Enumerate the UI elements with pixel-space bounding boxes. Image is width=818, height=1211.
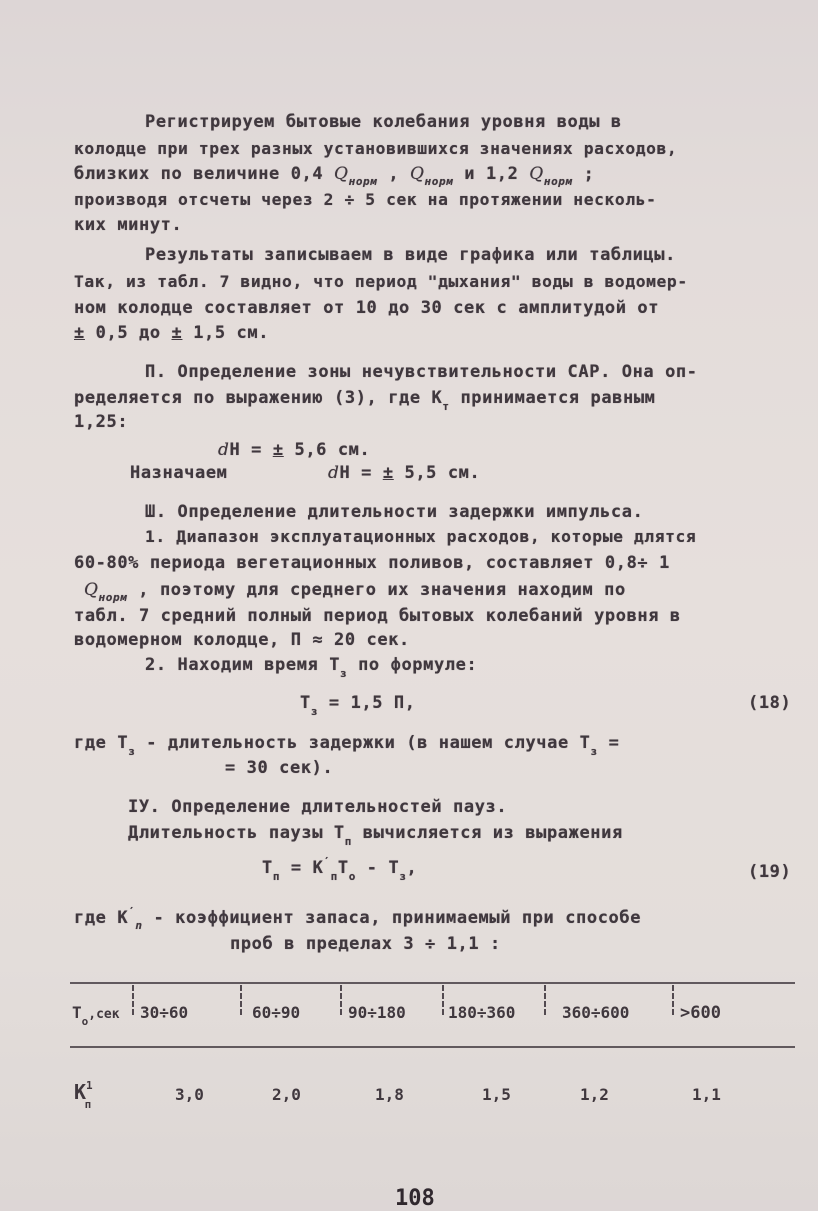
paragraph-2-line-4 xyxy=(74,323,269,343)
subscript: з xyxy=(310,705,319,718)
page-number: 108 xyxy=(395,1186,435,1211)
text: Н = xyxy=(339,463,383,483)
table-divider xyxy=(672,985,674,1015)
q-subscript: норм xyxy=(424,175,454,188)
text: - длительность задержки (в нашем случае Т xyxy=(135,733,591,753)
plus-minus: ± xyxy=(272,440,284,460)
section-4-line-1 xyxy=(128,823,623,848)
text: 0,5 до xyxy=(84,323,172,343)
equation-number-19: (19) xyxy=(748,862,792,882)
text: Т xyxy=(72,1003,82,1022)
table-value: 1,2 xyxy=(580,1085,609,1104)
unit: ,сек xyxy=(88,1007,120,1022)
paragraph-1-line-5: ких минут. xyxy=(74,215,183,235)
q-symbol: Q xyxy=(410,164,425,184)
text: 5,6 см. xyxy=(283,440,371,460)
q-subscript: норм xyxy=(543,175,573,188)
paragraph-2-line-3: ном колодце составляет от 10 до 30 сек с амплитудой от xyxy=(74,298,660,318)
text: - Т xyxy=(355,858,400,878)
text: К xyxy=(74,1080,87,1104)
subscript: з xyxy=(590,745,598,758)
section-3-item-1-line-5: водомерном колодце, П ≈ 20 сек. xyxy=(74,630,410,650)
table-header-label xyxy=(72,1003,120,1028)
text: Длительность паузы Т xyxy=(128,823,345,843)
section-3-item-1-line-2: 60-80% периода вегетационных поливов, составляет 0,8÷ 1 xyxy=(74,553,670,573)
formula-18 xyxy=(300,693,416,718)
table-header-range: >600 xyxy=(680,1003,721,1023)
subscript: п xyxy=(344,835,352,848)
text: Т xyxy=(262,858,273,878)
subscript: т xyxy=(442,400,450,413)
subscript: о xyxy=(81,1015,89,1028)
paragraph-1-line-2: колодце при трех разных установившихся значениях расходов, xyxy=(74,139,678,158)
table-header-range: 180÷360 xyxy=(448,1003,516,1022)
q-symbol: Q xyxy=(529,164,544,184)
paragraph-1-line-1: Регистрируем бытовые колебания уровня воды в xyxy=(145,112,622,132)
text: ределяется по выражению (3), где К xyxy=(74,388,443,408)
section-2-heading: П. Определение зоны нечувствительности САР. Она оп- xyxy=(145,362,698,382)
table-row-label xyxy=(74,1079,93,1111)
text: = К xyxy=(280,858,324,878)
table-value: 1,8 xyxy=(375,1085,404,1104)
text: где К xyxy=(74,908,129,928)
subscript: п xyxy=(84,1098,92,1111)
superscript: ′ xyxy=(323,855,331,868)
subscript: n xyxy=(135,919,143,932)
text: Т xyxy=(300,693,311,713)
q-subscript: норм xyxy=(98,591,128,604)
table-value: 2,0 xyxy=(272,1085,301,1104)
text: = xyxy=(597,733,620,753)
paragraph-1-line-4: производя отсчеты через 2 ÷ 5 сек на протяжении несколь- xyxy=(74,190,657,209)
formula-dh-assigned xyxy=(328,463,480,483)
formula-18-where-line-2: = 30 сек). xyxy=(225,758,334,778)
table-header-rule xyxy=(70,1046,795,1048)
superscript: ′ xyxy=(128,905,136,918)
section-3-heading: Ш. Определение длительности задержки импульса. xyxy=(145,502,644,522)
text: 5,5 см. xyxy=(393,463,481,483)
formula-18-where-line-1 xyxy=(74,733,620,758)
section-3-item-2 xyxy=(145,655,478,680)
subscript: з xyxy=(399,870,407,883)
q-symbol: Q xyxy=(334,164,349,184)
table-divider xyxy=(340,985,342,1015)
text: - коэффициент запаса, принимаемый при способе xyxy=(142,908,642,928)
text: принимается равным xyxy=(449,388,656,408)
table-header-range: 60÷90 xyxy=(252,1003,301,1022)
section-3-item-1-line-3 xyxy=(84,580,626,604)
table-divider xyxy=(240,985,242,1015)
subscript: п xyxy=(330,870,338,883)
table-header-range: 360÷600 xyxy=(562,1003,630,1022)
superscript: 1 xyxy=(86,1079,93,1092)
formula-19-where-line-1 xyxy=(74,905,642,932)
text: = 1,5 П, xyxy=(318,693,416,713)
table-divider xyxy=(442,985,444,1015)
table-value: 3,0 xyxy=(175,1085,204,1104)
paragraph-2-line-1: Результаты записываем в виде графика или таблицы. xyxy=(145,245,676,265)
paragraph-1-line-3 xyxy=(74,164,595,188)
text: близких по величине 0,4 xyxy=(74,164,335,184)
delta-symbol: d xyxy=(218,440,230,460)
table-header-range: 90÷180 xyxy=(348,1003,406,1022)
table-divider xyxy=(544,985,546,1015)
q-subscript: норм xyxy=(348,175,378,188)
table-value: 1,1 xyxy=(692,1085,721,1104)
text: , xyxy=(377,164,410,184)
delta-symbol: d xyxy=(328,463,340,483)
subscript: з xyxy=(340,667,348,680)
section-3-item-1-line-4: табл. 7 средний полный период бытовых колебаний уровня в xyxy=(74,606,681,626)
table-top-rule xyxy=(70,982,795,984)
formula-19-where-line-2: проб в пределах 3 ÷ 1,1 : xyxy=(230,934,501,954)
text: 1,5 см. xyxy=(182,323,270,343)
section-2-line-2 xyxy=(74,388,656,413)
q-symbol: Q xyxy=(84,580,99,600)
text: Т xyxy=(337,858,349,878)
text: вычисляется из выражения xyxy=(351,823,623,843)
plus-minus: ± xyxy=(74,323,85,343)
equation-number-18: (18) xyxy=(748,693,792,713)
text: Н = xyxy=(229,440,273,460)
assign-label: Назначаем xyxy=(130,463,228,483)
table-header-range: 30÷60 xyxy=(140,1003,189,1022)
table-value: 1,5 xyxy=(482,1085,511,1104)
subscript: о xyxy=(348,870,356,883)
section-3-item-1-line-1: 1. Диапазон эксплуатационных расходов, которые длятся xyxy=(145,527,697,546)
text: где Т xyxy=(74,733,129,753)
paragraph-2-line-2: Так, из табл. 7 видно, что период "дыхания" воды в водомер- xyxy=(74,272,688,291)
text: по формуле: xyxy=(347,655,478,675)
formula-dh-computed xyxy=(218,440,370,460)
text: ; xyxy=(572,164,595,184)
section-2-line-3: 1,25: xyxy=(74,412,129,432)
section-4-heading: IУ. Определение длительностей пауз. xyxy=(128,797,508,817)
text: 2. Находим время Т xyxy=(145,655,341,675)
subscript: з xyxy=(128,745,136,758)
plus-minus: ± xyxy=(382,463,394,483)
text: , поэтому для среднего их значения находим по xyxy=(127,580,626,600)
text: , xyxy=(406,858,418,878)
plus-minus: ± xyxy=(171,323,183,343)
formula-19 xyxy=(262,855,418,883)
text: и 1,2 xyxy=(453,164,530,184)
table-divider xyxy=(132,985,134,1015)
subscript: п xyxy=(272,870,281,883)
